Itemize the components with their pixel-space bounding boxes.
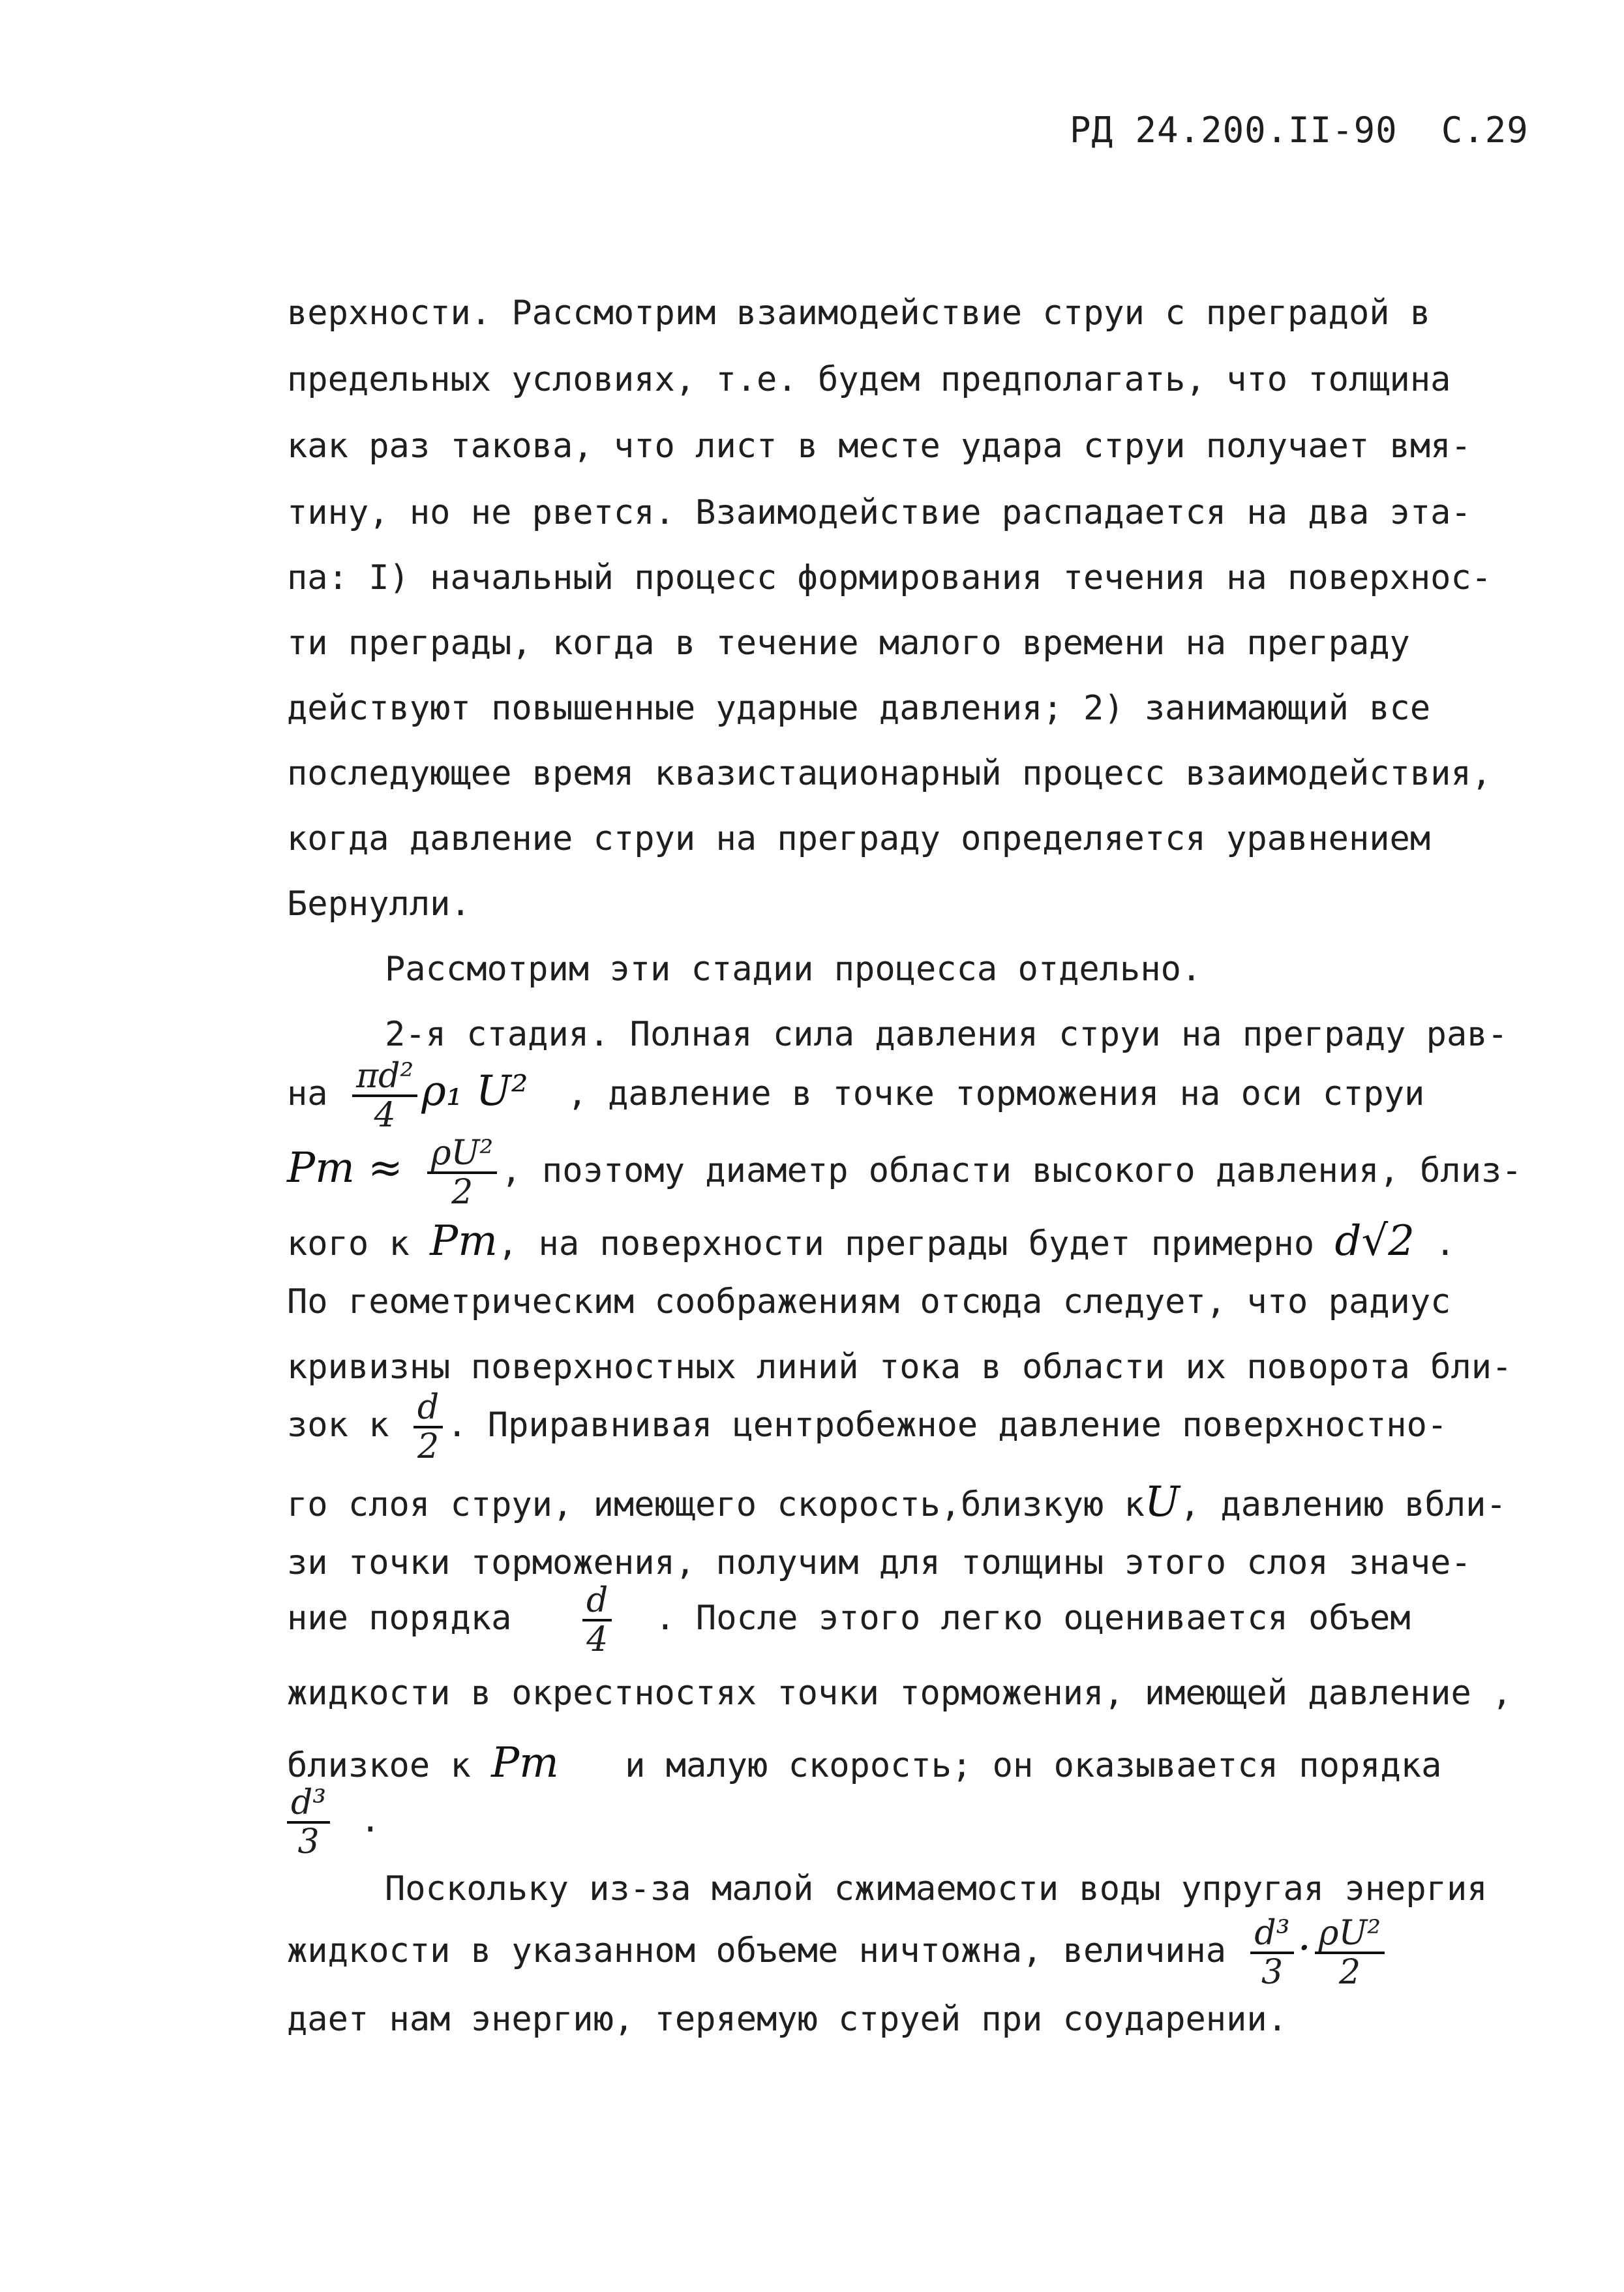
fraction-numerator: ρU² <box>427 1135 497 1174</box>
line-text: близкое к <box>287 1746 471 1785</box>
text-line-with-formula <box>287 1785 380 1860</box>
line-text: ние порядка <box>287 1599 512 1638</box>
text-line-with-formula <box>287 1582 1411 1658</box>
text-line-with-formula <box>287 1135 1522 1211</box>
line-text: кого к <box>287 1224 410 1263</box>
text-line: Бернулли. <box>287 884 471 924</box>
line-text: , давление в точке торможения на оси струи <box>567 1074 1425 1113</box>
text-line: По геометрическим соображениям отсюда следует, что радиус <box>287 1282 1451 1321</box>
line-text: го слоя струи, имеющего скорость,близкую к <box>287 1485 1145 1524</box>
line-text: . <box>1435 1224 1456 1263</box>
text-line-with-formula <box>287 1478 1507 1526</box>
force-fraction <box>352 1058 417 1134</box>
formula-term: Pт ≈ <box>287 1144 403 1192</box>
fraction-denominator: 3 <box>1261 1953 1284 1992</box>
text-line-with-formula <box>287 1389 1447 1465</box>
fraction-denominator: 2 <box>451 1173 474 1212</box>
text-line-with-formula <box>287 1739 1441 1787</box>
document-code: РД 24.200.II-90 <box>1070 110 1398 151</box>
line-text: и малую скорость; он оказывается порядка <box>625 1746 1442 1785</box>
multiplication-dot: · <box>1297 1924 1311 1972</box>
line-text: . <box>360 1801 381 1840</box>
fraction-denominator: 4 <box>586 1620 609 1659</box>
line-text: , поэтому диаметр области высокого давления, близ- <box>501 1151 1522 1190</box>
energy-fraction-volume <box>1250 1915 1293 1991</box>
formula-term: ρ₁ U² <box>421 1067 528 1115</box>
text-line-with-formula <box>287 1217 1456 1265</box>
text-line: предельных условиях, т.е. будем предполагать, что толщина <box>287 360 1451 399</box>
fraction-numerator: d <box>582 1582 612 1621</box>
line-text: на <box>287 1074 328 1113</box>
text-line: Поскольку из-за малой сжимаемости воды упругая энергия <box>385 1869 1488 1908</box>
energy-fraction-pressure <box>1315 1915 1385 1991</box>
fraction-numerator: d <box>414 1389 443 1428</box>
fraction-numerator: πd² <box>352 1058 417 1097</box>
page-header <box>1070 110 1529 151</box>
text-line: дает нам энергию, теряемую струей при соударении. <box>287 2000 1288 2039</box>
fraction-denominator: 2 <box>1338 1953 1361 1992</box>
text-line-with-formula <box>287 1915 1389 1991</box>
text-line: зи точки торможения, получим для толщины этого слоя значе- <box>287 1543 1471 1582</box>
text-line: па: I) начальный процесс формирования течения на поверхнос- <box>287 558 1492 597</box>
volume-fraction <box>287 1785 330 1860</box>
fraction-denominator: 2 <box>417 1427 440 1466</box>
line-text: зок к <box>287 1406 389 1445</box>
formula-term: d√2 <box>1334 1217 1415 1265</box>
text-line: действуют повышенные ударные давления; 2) занимающий все <box>287 689 1431 728</box>
line-text: жидкости в указанном объеме ничтожна, величина <box>287 1931 1227 1970</box>
line-text: , давлению вбли- <box>1179 1485 1507 1524</box>
text-line: жидкости в окрестностях точки торможения, имеющей давление , <box>287 1674 1512 1713</box>
text-line: 2-я стадия. Полная сила давления струи на преграду рав- <box>385 1015 1508 1054</box>
radius-fraction <box>414 1389 443 1465</box>
fraction-denominator: 3 <box>297 1822 320 1862</box>
formula-term: U <box>1144 1478 1180 1526</box>
text-line: Рассмотрим эти стадии процесса отдельно. <box>385 950 1202 989</box>
text-line: ти преграды, когда в течение малого времени на преграду <box>287 624 1410 663</box>
text-line: тину, но не рвется. Взаимодействие распадается на два эта- <box>287 493 1471 532</box>
text-line: верхности. Рассмотрим взаимодействие струи с преградой в <box>287 294 1431 333</box>
text-line: кривизны поверхностных линий тока в области их поворота бли- <box>287 1348 1512 1387</box>
line-text: , на поверхности преграды будет примерно <box>497 1224 1315 1263</box>
fraction-numerator: ρU² <box>1315 1915 1385 1954</box>
line-text: . После этого легко оценивается объем <box>655 1599 1411 1638</box>
formula-term: Pт <box>430 1217 498 1265</box>
line-text: . Приравнивая центробежное давление поверхностно- <box>447 1406 1448 1445</box>
text-line: когда давление струи на преграду определяется уравнением <box>287 819 1431 858</box>
layer-fraction <box>582 1582 612 1658</box>
text-line: последующее время квазистационарный процесс взаимодействия, <box>287 754 1492 793</box>
stagnation-pressure-fraction <box>427 1135 497 1211</box>
fraction-numerator: d³ <box>287 1785 330 1824</box>
text-line-with-formula <box>287 1058 1424 1134</box>
fraction-denominator: 4 <box>374 1096 396 1135</box>
text-line: как раз такова, что лист в месте удара струи получает вмя- <box>287 427 1471 466</box>
fraction-numerator: d³ <box>1250 1915 1293 1954</box>
page-number: С.29 <box>1441 110 1529 151</box>
formula-term: Pт <box>491 1739 559 1787</box>
